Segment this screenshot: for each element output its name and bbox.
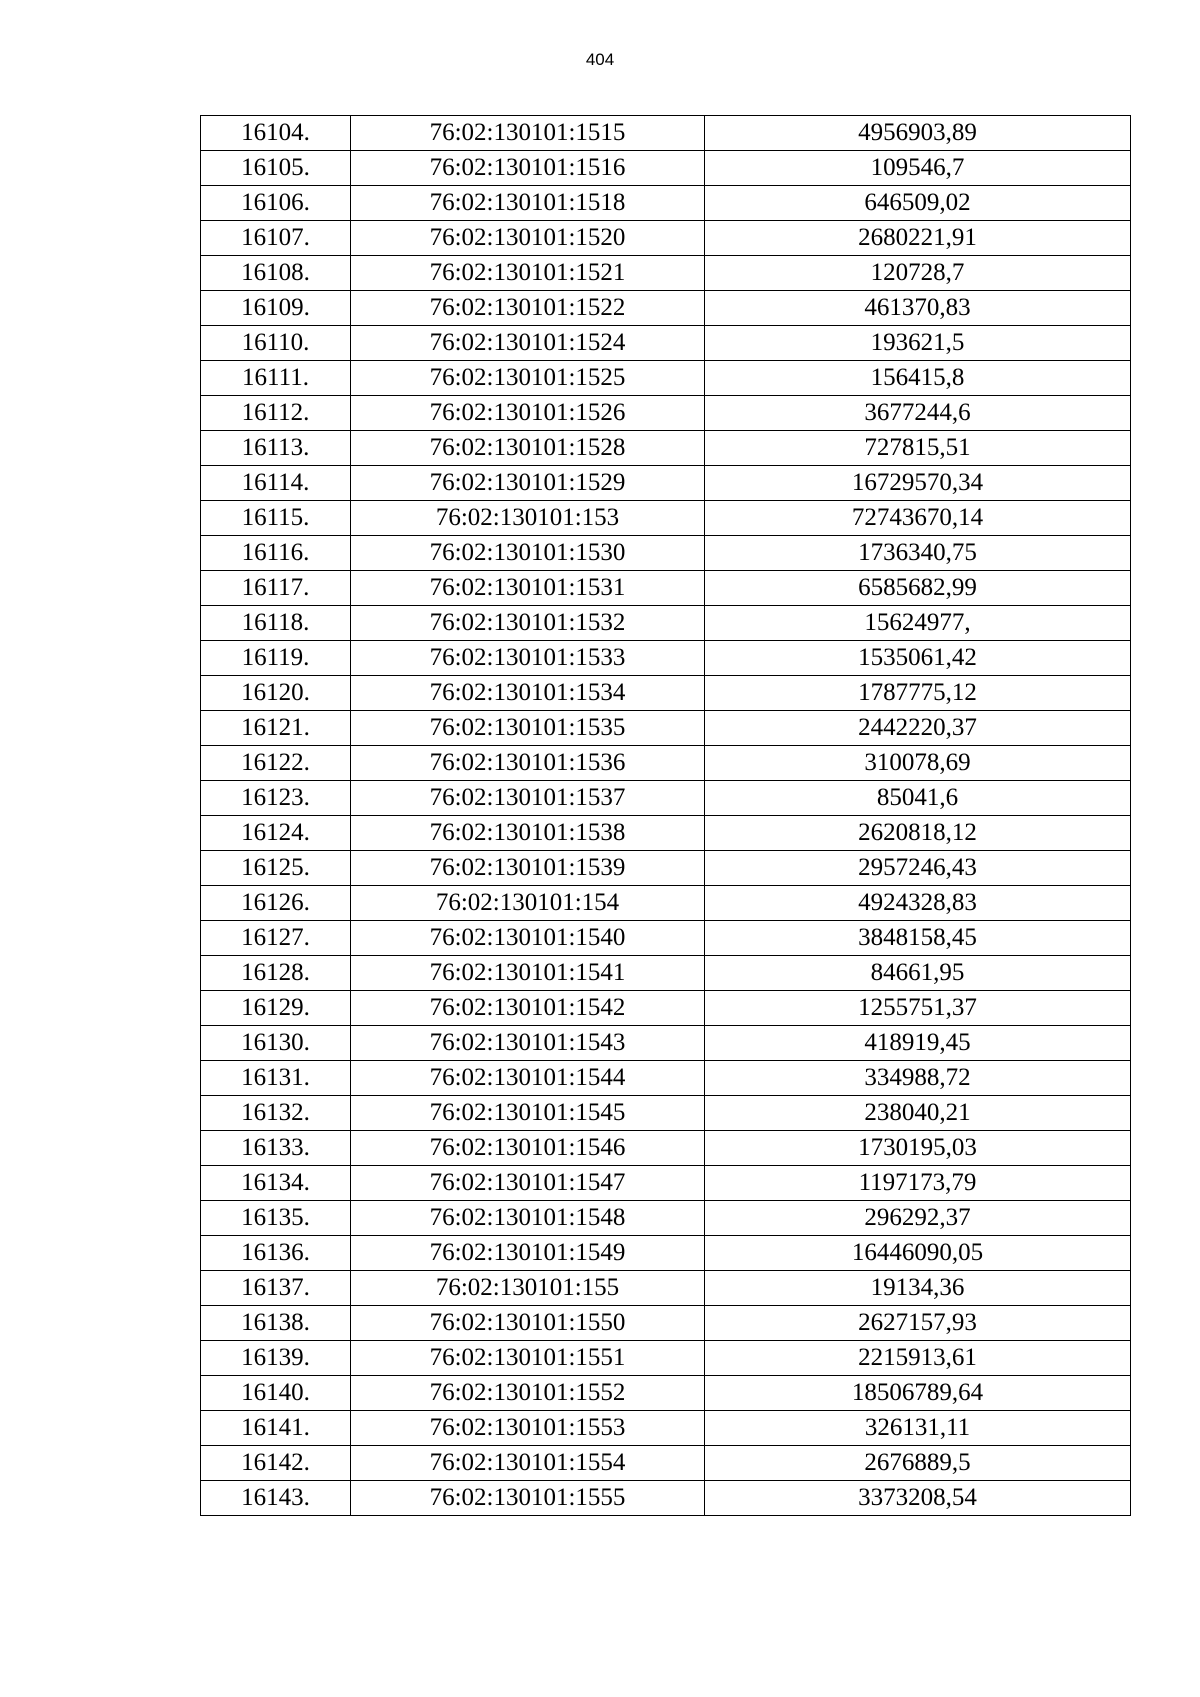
cadastral-number-cell: 76:02:130101:1542 [351, 991, 705, 1026]
cadastral-number-cell: 76:02:130101:1546 [351, 1131, 705, 1166]
row-number-cell: 16127. [201, 921, 351, 956]
row-number-cell: 16123. [201, 781, 351, 816]
table-row [201, 571, 1131, 606]
cadastral-number-cell: 76:02:130101:1537 [351, 781, 705, 816]
value-cell: 334988,72 [705, 1061, 1131, 1096]
value-cell: 6585682,99 [705, 571, 1131, 606]
cadastral-number-cell: 76:02:130101:1550 [351, 1306, 705, 1341]
row-number-cell: 16122. [201, 746, 351, 781]
row-number-cell: 16113. [201, 431, 351, 466]
value-cell: 18506789,64 [705, 1376, 1131, 1411]
cadastral-number-cell: 76:02:130101:1516 [351, 151, 705, 186]
row-number-cell: 16107. [201, 221, 351, 256]
cadastral-number-cell: 76:02:130101:153 [351, 501, 705, 536]
table-row [201, 256, 1131, 291]
row-number-cell: 16131. [201, 1061, 351, 1096]
row-number-cell: 16108. [201, 256, 351, 291]
cadastral-number-cell: 76:02:130101:1515 [351, 116, 705, 151]
value-cell: 1787775,12 [705, 676, 1131, 711]
table-row [201, 1306, 1131, 1341]
value-cell: 84661,95 [705, 956, 1131, 991]
cadastral-number-cell: 76:02:130101:1524 [351, 326, 705, 361]
cadastral-number-cell: 76:02:130101:1548 [351, 1201, 705, 1236]
value-cell: 461370,83 [705, 291, 1131, 326]
table-row [201, 781, 1131, 816]
cadastral-number-cell: 76:02:130101:1554 [351, 1446, 705, 1481]
table-row [201, 1376, 1131, 1411]
table-row [201, 1446, 1131, 1481]
table-row [201, 1411, 1131, 1446]
value-cell: 326131,11 [705, 1411, 1131, 1446]
value-cell: 727815,51 [705, 431, 1131, 466]
cadastral-number-cell: 76:02:130101:1555 [351, 1481, 705, 1516]
value-cell: 1535061,42 [705, 641, 1131, 676]
row-number-cell: 16142. [201, 1446, 351, 1481]
cadastral-number-cell: 76:02:130101:154 [351, 886, 705, 921]
row-number-cell: 16141. [201, 1411, 351, 1446]
row-number-cell: 16106. [201, 186, 351, 221]
row-number-cell: 16137. [201, 1271, 351, 1306]
value-cell: 1197173,79 [705, 1166, 1131, 1201]
row-number-cell: 16117. [201, 571, 351, 606]
table-row [201, 501, 1131, 536]
cadastral-number-cell: 76:02:130101:155 [351, 1271, 705, 1306]
row-number-cell: 16120. [201, 676, 351, 711]
row-number-cell: 16114. [201, 466, 351, 501]
table-row [201, 921, 1131, 956]
row-number-cell: 16140. [201, 1376, 351, 1411]
row-number-cell: 16110. [201, 326, 351, 361]
table-row [201, 1096, 1131, 1131]
cadastral-number-cell: 76:02:130101:1538 [351, 816, 705, 851]
row-number-cell: 16138. [201, 1306, 351, 1341]
value-cell: 2680221,91 [705, 221, 1131, 256]
cadastral-number-cell: 76:02:130101:1541 [351, 956, 705, 991]
cadastral-number-cell: 76:02:130101:1553 [351, 1411, 705, 1446]
cadastral-number-cell: 76:02:130101:1552 [351, 1376, 705, 1411]
cadastral-number-cell: 76:02:130101:1518 [351, 186, 705, 221]
table-row [201, 536, 1131, 571]
value-cell: 156415,8 [705, 361, 1131, 396]
table-row [201, 956, 1131, 991]
row-number-cell: 16104. [201, 116, 351, 151]
cadastral-number-cell: 76:02:130101:1533 [351, 641, 705, 676]
row-number-cell: 16139. [201, 1341, 351, 1376]
cadastral-number-cell: 76:02:130101:1534 [351, 676, 705, 711]
table-row [201, 641, 1131, 676]
cadastral-number-cell: 76:02:130101:1540 [351, 921, 705, 956]
row-number-cell: 16112. [201, 396, 351, 431]
table-row [201, 746, 1131, 781]
cadastral-number-cell: 76:02:130101:1547 [351, 1166, 705, 1201]
table-row [201, 326, 1131, 361]
row-number-cell: 16125. [201, 851, 351, 886]
row-number-cell: 16115. [201, 501, 351, 536]
table-row [201, 851, 1131, 886]
row-number-cell: 16135. [201, 1201, 351, 1236]
value-cell: 16729570,34 [705, 466, 1131, 501]
value-cell: 2627157,93 [705, 1306, 1131, 1341]
cadastral-number-cell: 76:02:130101:1543 [351, 1026, 705, 1061]
value-cell: 16446090,05 [705, 1236, 1131, 1271]
table-row [201, 291, 1131, 326]
value-cell: 2442220,37 [705, 711, 1131, 746]
table-row [201, 1061, 1131, 1096]
value-cell: 85041,6 [705, 781, 1131, 816]
table-row [201, 676, 1131, 711]
table-row [201, 1166, 1131, 1201]
row-number-cell: 16128. [201, 956, 351, 991]
value-cell: 4924328,83 [705, 886, 1131, 921]
row-number-cell: 16116. [201, 536, 351, 571]
value-cell: 72743670,14 [705, 501, 1131, 536]
cadastral-number-cell: 76:02:130101:1551 [351, 1341, 705, 1376]
cadastral-value-table [200, 115, 1131, 1516]
value-cell: 2620818,12 [705, 816, 1131, 851]
value-cell: 193621,5 [705, 326, 1131, 361]
value-cell: 19134,36 [705, 1271, 1131, 1306]
value-cell: 310078,69 [705, 746, 1131, 781]
value-cell: 3373208,54 [705, 1481, 1131, 1516]
cadastral-number-cell: 76:02:130101:1525 [351, 361, 705, 396]
value-cell: 2957246,43 [705, 851, 1131, 886]
table-row [201, 361, 1131, 396]
row-number-cell: 16119. [201, 641, 351, 676]
cadastral-number-cell: 76:02:130101:1545 [351, 1096, 705, 1131]
row-number-cell: 16111. [201, 361, 351, 396]
table-row [201, 711, 1131, 746]
table-row [201, 466, 1131, 501]
row-number-cell: 16105. [201, 151, 351, 186]
value-cell: 109546,7 [705, 151, 1131, 186]
value-cell: 15624977, [705, 606, 1131, 641]
cadastral-number-cell: 76:02:130101:1520 [351, 221, 705, 256]
cadastral-number-cell: 76:02:130101:1544 [351, 1061, 705, 1096]
row-number-cell: 16133. [201, 1131, 351, 1166]
value-cell: 1736340,75 [705, 536, 1131, 571]
value-cell: 418919,45 [705, 1026, 1131, 1061]
row-number-cell: 16134. [201, 1166, 351, 1201]
table-row [201, 1481, 1131, 1516]
cadastral-number-cell: 76:02:130101:1529 [351, 466, 705, 501]
row-number-cell: 16121. [201, 711, 351, 746]
value-cell: 3677244,6 [705, 396, 1131, 431]
table-row [201, 151, 1131, 186]
table-row [201, 1271, 1131, 1306]
cadastral-number-cell: 76:02:130101:1528 [351, 431, 705, 466]
cadastral-number-cell: 76:02:130101:1532 [351, 606, 705, 641]
cadastral-number-cell: 76:02:130101:1549 [351, 1236, 705, 1271]
table-row [201, 221, 1131, 256]
cadastral-number-cell: 76:02:130101:1521 [351, 256, 705, 291]
row-number-cell: 16124. [201, 816, 351, 851]
table-row [201, 1026, 1131, 1061]
cadastral-number-cell: 76:02:130101:1535 [351, 711, 705, 746]
table-row [201, 816, 1131, 851]
value-cell: 2676889,5 [705, 1446, 1131, 1481]
table-row [201, 606, 1131, 641]
value-cell: 3848158,45 [705, 921, 1131, 956]
row-number-cell: 16136. [201, 1236, 351, 1271]
table-row [201, 886, 1131, 921]
value-cell: 120728,7 [705, 256, 1131, 291]
table-row [201, 1341, 1131, 1376]
cadastral-number-cell: 76:02:130101:1531 [351, 571, 705, 606]
value-cell: 238040,21 [705, 1096, 1131, 1131]
cadastral-number-cell: 76:02:130101:1539 [351, 851, 705, 886]
table-row [201, 116, 1131, 151]
page-number: 404 [585, 50, 615, 69]
row-number-cell: 16109. [201, 291, 351, 326]
row-number-cell: 16130. [201, 1026, 351, 1061]
value-cell: 1730195,03 [705, 1131, 1131, 1166]
value-cell: 646509,02 [705, 186, 1131, 221]
value-cell: 2215913,61 [705, 1341, 1131, 1376]
row-number-cell: 16143. [201, 1481, 351, 1516]
cadastral-number-cell: 76:02:130101:1522 [351, 291, 705, 326]
table-row [201, 1201, 1131, 1236]
row-number-cell: 16118. [201, 606, 351, 641]
row-number-cell: 16132. [201, 1096, 351, 1131]
table-row [201, 1236, 1131, 1271]
value-cell: 4956903,89 [705, 116, 1131, 151]
table-body [201, 116, 1131, 1516]
cadastral-number-cell: 76:02:130101:1536 [351, 746, 705, 781]
table-row [201, 431, 1131, 466]
table-row [201, 396, 1131, 431]
row-number-cell: 16126. [201, 886, 351, 921]
table-row [201, 1131, 1131, 1166]
value-cell: 1255751,37 [705, 991, 1131, 1026]
table-row [201, 991, 1131, 1026]
cadastral-number-cell: 76:02:130101:1530 [351, 536, 705, 571]
row-number-cell: 16129. [201, 991, 351, 1026]
table-row [201, 186, 1131, 221]
cadastral-number-cell: 76:02:130101:1526 [351, 396, 705, 431]
value-cell: 296292,37 [705, 1201, 1131, 1236]
